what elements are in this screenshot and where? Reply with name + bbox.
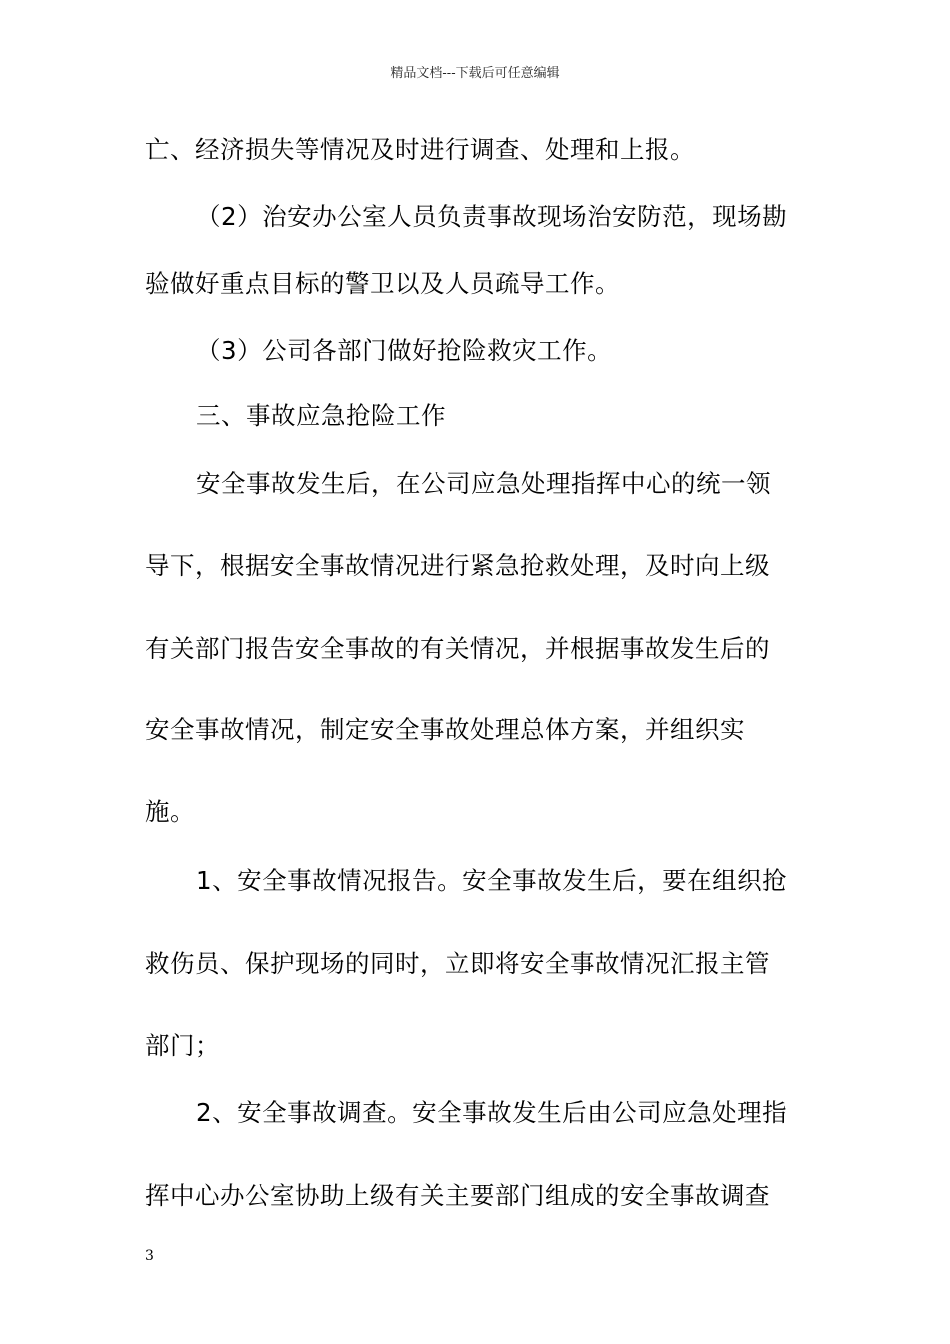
- body-line: 2、安全事故调查。安全事故发生后由公司应急处理指: [196, 1098, 788, 1127]
- body-line: （3）公司各部门做好抢险救灾工作。: [196, 336, 613, 365]
- body-line: 有关部门报告安全事故的有关情况，并根据事故发生后的: [145, 634, 770, 663]
- body-line: 挥中心办公室协助上级有关主要部门组成的安全事故调查: [145, 1181, 770, 1210]
- document-header: 精品文档---下载后可任意编辑: [390, 66, 560, 81]
- body-line: 验做好重点目标的警卫以及人员疏导工作。: [145, 269, 620, 298]
- body-line: 安全事故发生后，在公司应急处理指挥中心的统一领: [196, 469, 771, 498]
- body-line: 安全事故情况，制定安全事故处理总体方案，并组织实: [145, 715, 745, 744]
- page-number: 3: [145, 1248, 154, 1264]
- body-line: 救伤员、保护现场的同时，立即将安全事故情况汇报主管: [145, 949, 770, 978]
- body-line: 导下，根据安全事故情况进行紧急抢救处理，及时向上级: [145, 551, 770, 580]
- section-heading: 三、事故应急抢险工作: [196, 401, 446, 430]
- body-line: 施。: [145, 797, 195, 826]
- body-line: 亡、经济损失等情况及时进行调查、处理和上报。: [145, 135, 695, 164]
- body-line: 1、安全事故情况报告。安全事故发生后，要在组织抢: [196, 866, 788, 895]
- body-line: （2）治安办公室人员负责事故现场治安防范，现场勘: [196, 202, 788, 231]
- body-line: 部门；: [145, 1031, 220, 1060]
